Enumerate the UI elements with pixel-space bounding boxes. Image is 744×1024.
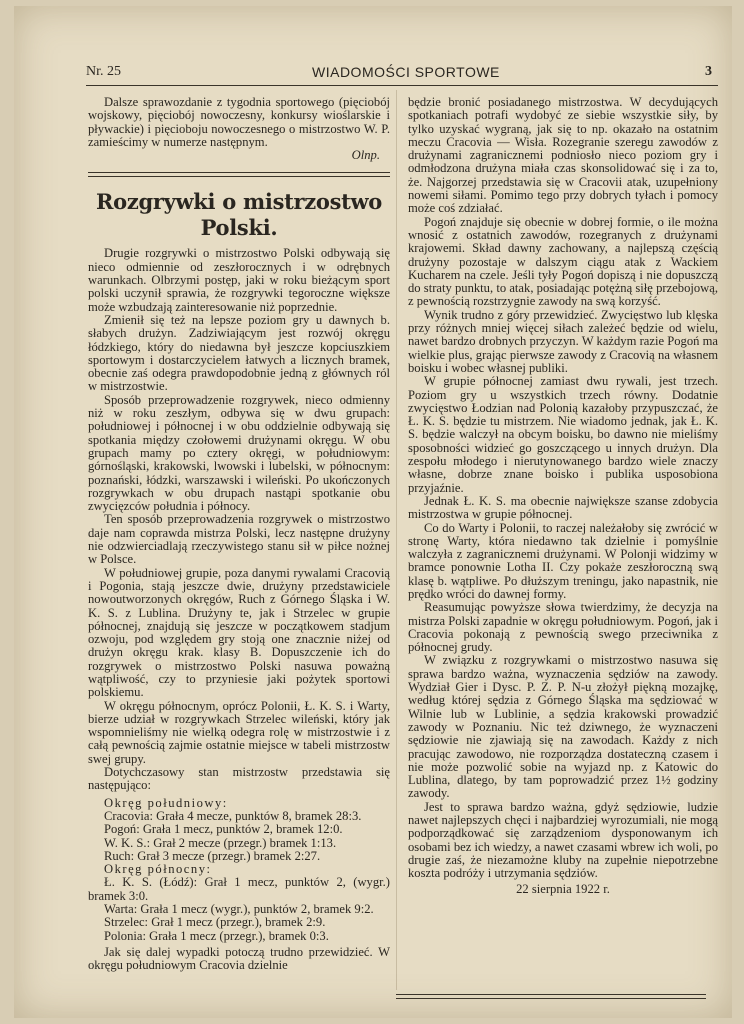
standings-row: Warta: Grała 1 mecz (wygr.), punktów 2, bramek 9:2.	[104, 902, 374, 917]
standings-row: Ruch: Grał 3 mecze (przegr.) bramek 2:27.	[104, 848, 321, 863]
header-rule	[86, 85, 718, 86]
article-paragraph: W związku z rozgrywkami o mistrzostwo nasuwa się sprawa bardzo ważna, wyznaczenia sędziów na zawody. Wydział Gier i Dysc. P. Z. P. N-u złożył piękną mozajkę, według której sędzia z Górnego Śląska ma sędziować w Wilnie lub w Lublinie, a sędzia krakowski prowadzić zawody w Poznaniu. Nic też dziwnego, że wyznaczeni sędziowie nie zjawiają się na zawodach. Każdy z nich pracując zawodowo, nie rozporządza dostateczną czasem i nie może pozwolić sobie na wyjazd np. z Katowic do Lublina, dlatego, by tam poprowadzić przez 1½ godziny zawody.	[408, 653, 718, 801]
standings-row: Strzelec: Grał 1 mecz (przegr.), bramek 2:9.	[104, 915, 326, 930]
article-paragraph: Zmienił się też na lepsze poziom gry u dawnych b. słabych drużyn. Zadziwiającym jest rozwój okręgu łódzkiego, który do niedawna był jeszcze kopciuszkiem sportowym i dostarczycielem łatwych a licznych bramek, obecnie zaś odegra prawdopodobnie jedną z głównych ról w mistrzostwie.	[88, 312, 390, 394]
column-divider	[396, 90, 397, 990]
publication-title: WIADOMOŚCI SPORTOWE	[312, 64, 500, 80]
standings-row: Ł. K. S. (Łódź): Grał 1 mecz, punktów 2, (wygr.) bramek 3:0.	[88, 875, 390, 903]
article-paragraph: Sposób przeprowadzenie rozgrywek, nieco odmienny niż w roku zeszłym, odbywa się w dwu grupach: południowej i północnej i w obu oddzielnie odbywają się spotkania między czołowemi drużynami okręgu. W obu grupach mamy po cztery okręgi, w południowym: górnośląski, krakowski, lwowski i lubelski, w północnym: poznański, łódzki, warszawski i wileński. Po ukończonych rozgrywkach w obu drupach nastąpi spotkanie obu zwycięzców południa i północy.	[88, 392, 390, 514]
intro-signature: Olnp.	[351, 148, 380, 163]
article-paragraph: Drugie rozgrywki o mistrzostwo Polski odbywają się nieco odmiennie od zeszłorocznych i w odrębnych warunkach. Olbrzymi postęp, jaki w roku bieżącym sport polski uczynił sprawia, że rozgrywki tegoroczne większe może wzbudzają zainteresowanie niż poprzednie.	[88, 246, 390, 314]
article-paragraph: W grupie północnej zamiast dwu rywali, jest trzech. Poziom gry u wszystkich trzech równy. Dodatnie zwycięstwo Łodzian nad Polonią kazałoby przypuszczać, że Ł. K. S. będzie tu mistrzem. Nie wiadomo jednak, jak Ł. K. S. będzie walczył na obcym boisku, bo dawno nie mieliśmy sposobności widzieć go goszczącego u innych drużyn. Dla zespołu młodego i nierutynowanego bardzo wiele znaczy własne, dobrze znane boisko i publika usposobiona przyjaźnie.	[408, 374, 718, 495]
article-paragraph: Ten sposób przeprowadzenia rozgrywek o mistrzostwo daje nam coprawda mistrza Polski, lecz następne drużyny nie odzwierciadlają rzeczywistego stanu sił w piłce nożnej w Polsce.	[88, 512, 390, 567]
right-column	[408, 96, 718, 896]
article-paragraph: Pogoń znajduje się obecnie w dobrej formie, o ile można wnosić z ostatnich zawodów, rozegranych z drużynami krajowemi. Skład dawny zachowany, a najlepszą częścią drużyny pozostaje w dalszym ciągu atak z Wackiem Kucharem na czele. Jeśli tyły Pogoń dopiszą i nie dopuszczą do straty punktu, to atak, posiadając potężną siłę przebojową, z pewnością rozstrzygnie zawody na swą korzyść.	[408, 214, 718, 309]
standings-row: W. K. S.: Grał 2 mecze (przegr.) bramek 1:13.	[104, 835, 337, 850]
south-heading: Okręg południowy:	[104, 795, 228, 810]
article-date: 22 sierpnia 1922 r.	[516, 881, 610, 896]
article-paragraph: Dotychczasowy stan mistrzostw przedstawia się następująco:	[88, 765, 390, 793]
article-paragraph: Jednak Ł. K. S. ma obecnie największe szanse zdobycia mistrzostwa w grupie północnej.	[408, 493, 718, 522]
intro-note: Dalsze sprawozdanie z tygodnia sportowego (pięciobój wojskowy, pięciobój nowoczesny, konkursy wioślarskie i pływackie) i pięcioboju nowoczesnego o mistrzostwo W. P. zamieścimy w numerze następnym.	[88, 95, 390, 149]
standings-row: Pogoń: Grała 1 mecz, punktów 2, bramek 12:0.	[104, 822, 343, 837]
section-rule	[88, 172, 390, 177]
article-paragraph: Jest to sprawa bardzo ważna, gdyż sędziowie, ludzie nawet najlepszych chęci i najbardziej wyrozumiali, nie mogą podporządkować się zarządzeniom dysponowanym ich osobami bez ich wiedzy, a nawet czasami wbrew ich woli, po drugie zaś, że niezamożne kluby na zupełnie niepotrzebne koszta podróży i utrzymania sędziów.	[408, 799, 718, 881]
standings-north	[88, 863, 390, 943]
article-paragraph: Co do Warty i Polonii, to raczej należałoby się zwrócić w stronę Warty, która niedawno tak dzielnie i pomyślnie walczyła z zagranicznemi drużynami. W Polonji widzimy w bramce ponownie Lotha II. Czy pokaże zeszłoroczną swą klasę b. wątpliwe. Po dłuższym treningu, jako napastnik, nie prędko wróci do dawnej formy.	[408, 520, 718, 601]
article-paragraph: Jak się dalej wypadki potoczą trudno przewidzieć. W okręgu południowym Cracovia dzielnie	[88, 944, 390, 973]
bottom-rule	[396, 994, 706, 999]
standings-south	[88, 797, 390, 863]
issue-number: Nr. 25	[86, 64, 121, 79]
standings-row: Cracovia: Grała 4 mecze, punktów 8, bramek 28:3.	[104, 808, 362, 823]
article-paragraph: W południowej grupie, poza danymi rywalami Cracovią i Pogonia, stają jeszcze dwie, drużyny przedstawiciele nowoutworzonych okręgów, Ruch z Górnego Śląska i W. K. S. z Lublina. Drużyny te, jak i Strzelec w grupie północnej, znajdują się jeszcze w początkowem stadjum ozwoju, pod względem gry stoją one znacznie niżej od drużyn okręgu krak. klasy B. Dopuszczenie ich do rozgrywek o mistrzostwo Polski nasuwa poważną wątpliwość, czy to przyniesie jaki pożytek sportowi polskiemu.	[88, 565, 390, 700]
article-paragraph: Reasumując powyższe słowa twierdzimy, że decyzja na mistrza Polski zapadnie w okręgu południowym. Pogoń, jak i Cracovia pokonają z pewnością swego przeciwnika z północnej grudy.	[408, 600, 718, 655]
article-paragraph: będzie bronić posiadanego mistrzostwa. W decydujących spotkaniach potrafi wydobyć ze siebie wszystkie siły, by tylko uzyskać wygraną, jak się to np. okazało na ostatnim meczu Cracovia — Wisła. Rozegranie szeregu zawodów z drużynami zagranicznemi podniosło nieco poziom gry i odmłodzona drużyna miała czas skonsolidować się i za to, że. Najgorzej przedstawia się w Cracovii atak, uzupełniony nowemi siłami. Pomimo tego przy dobrych tyłach i pomocy może coś zdziałać.	[408, 95, 718, 216]
article-paragraph: Wynik trudno z góry przewidzieć. Zwycięstwo lub klęska przy różnych mniej więcej siłach zależeć będzie od wielu, nawet bardzo drobnych przyczyn. W każdym razie Pogoń ma wielkie plus, grając pierwsze zawody z Cracovią na własnem boisku i wobec własnej publiki.	[408, 307, 718, 375]
north-heading: Okręg północny:	[104, 862, 212, 877]
left-column	[88, 96, 390, 973]
standings-row: Polonia: Grała 1 mecz (przegr.), bramek 0:3.	[104, 928, 329, 943]
article-paragraph: W okręgu północnym, oprócz Polonii, Ł. K. S. i Warty, bierze udział w rozgrywkach Strzelec wileński, który jak wspomnieliśmy nie wielką odegra rolę w mistrzostwie i z całą pewnością zajmie ostatnie miejsce w tabeli mistrzostw swej grupy.	[88, 698, 390, 766]
page-number: 3	[705, 64, 712, 79]
article-title: Rozgrywki o mistrzostwo Polski.	[96, 189, 382, 241]
